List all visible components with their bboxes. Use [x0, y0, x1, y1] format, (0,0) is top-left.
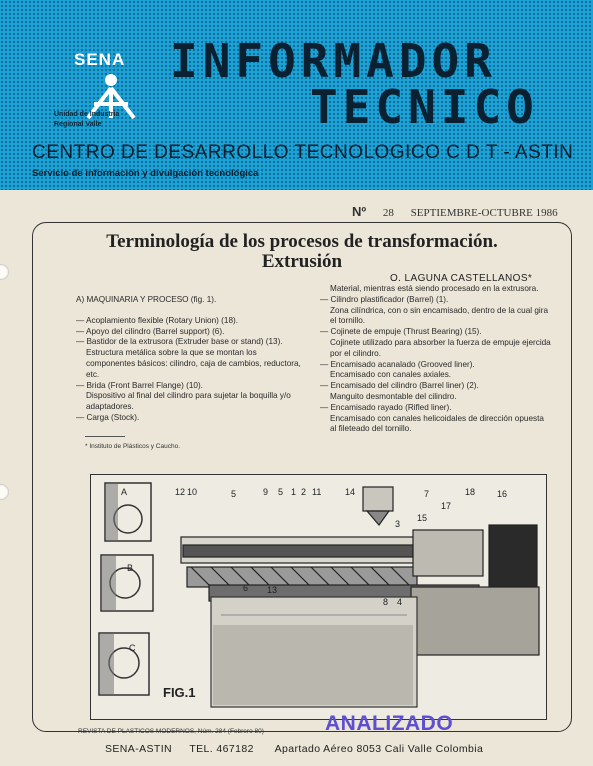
extruder-diagram	[91, 475, 546, 719]
term-item: — Apoyo del cilindro (Barrel support) (6).	[76, 326, 225, 336]
figure-number: 17	[441, 501, 452, 511]
figure-number: 14	[345, 487, 356, 497]
logo-subtitle: Unidad de Industria Regional Valle	[54, 111, 120, 128]
footer-address: Apartado Aéreo 8053 Cali Valle Colombia	[274, 743, 484, 755]
figure-number: 5	[278, 487, 284, 497]
right-column	[320, 284, 552, 435]
term-description: Estructura metálica sobre la que se montan los componentes básicos: cilindro, caja de cambios, reductora, etc.	[86, 348, 301, 379]
term-item: — Encamisado acanalado (Grooved liner).	[320, 359, 475, 369]
masthead-title-1: INFORMADOR	[170, 34, 497, 88]
section-heading: A) MAQUINARIA Y PROCESO (fig. 1).	[76, 295, 217, 304]
term-description: Material, mientras está siendo procesado en la extrusora.	[330, 284, 539, 293]
figure-number: 6	[243, 583, 249, 593]
figure-number: 12	[175, 487, 186, 497]
term-item: — Carga (Stock).	[76, 412, 140, 422]
analizado-stamp: ANALIZADO	[325, 712, 454, 735]
footer	[105, 743, 483, 755]
extruder-figure	[90, 474, 547, 720]
servicio-subheading: Servicio de información y divulgación tecnológica	[32, 168, 259, 179]
footer-tel: TEL. 467182	[189, 743, 254, 755]
term-item: — Brida (Front Barrel Flange) (10).	[76, 380, 203, 390]
footnote: * Instituto de Plásticos y Caucho.	[85, 443, 181, 450]
issue-year: 1986	[535, 207, 558, 219]
issue-info	[352, 204, 558, 219]
term-item: — Acoplamiento flexible (Rotary Union) (18).	[76, 315, 238, 325]
figure-number: 13	[267, 585, 278, 595]
issue-date: SEPTIEMBRE-OCTUBRE	[410, 207, 533, 219]
figure-number: 5	[231, 489, 237, 499]
punch-hole	[0, 264, 9, 280]
centro-heading: CENTRO DE DESARROLLO TECNOLOGICO C D T - ASTIN	[32, 142, 574, 163]
left-column	[76, 295, 306, 424]
figure-number: 4	[397, 597, 403, 607]
article-author: O. LAGUNA CASTELLANOS*	[390, 273, 533, 284]
header-banner	[0, 0, 593, 190]
term-description: Encamisado con canales axiales.	[330, 370, 452, 380]
figure-number: 3	[395, 519, 401, 529]
term-description: Dispositivo al final del cilindro para sujetar la boquilla y/o adaptadores.	[86, 391, 291, 412]
footer-org: SENA-ASTIN	[105, 743, 173, 755]
figure-number: 8	[383, 597, 389, 607]
issue-number: 28	[382, 207, 394, 219]
source-caption: REVISTA DE PLASTICOS MODERNOS, Núm. 284 (Febrero 80)	[78, 728, 264, 735]
term-description: Cojinete utilizado para absorber la fuerza de empuje ejercida por el cilindro.	[330, 337, 551, 358]
figure-number: 7	[424, 489, 430, 499]
term-item: — Encamisado rayado (Rifled liner).	[320, 402, 452, 412]
figure-number: 18	[465, 487, 476, 497]
term-item: — Cilindro plastificador (Barrel) (1).	[320, 294, 449, 304]
issue-no-label: Nº	[352, 204, 367, 219]
footnote-rule	[85, 436, 125, 437]
figure-number: 16	[497, 489, 508, 499]
figure-number: 10	[187, 487, 198, 497]
figure-number: 11	[312, 487, 322, 497]
figure-number: 15	[417, 513, 428, 523]
term-description: Manguito desmontable del cilindro.	[330, 391, 457, 401]
term-item: — Cojinete de empuje (Thrust Bearing) (15).	[320, 327, 482, 337]
logo-text: SENA	[74, 50, 126, 69]
masthead-title-2: TECNICO	[310, 80, 539, 134]
term-item: — Encamisado del cilindro (Barrel liner) (2).	[320, 381, 479, 391]
figure-letter: B	[127, 563, 134, 573]
figure-number: 2	[301, 487, 307, 497]
term-item: — Bastidor de la extrusora (Extruder base or stand) (13).	[76, 337, 283, 347]
figure-number: 1	[291, 487, 297, 497]
figure-letter: C	[129, 643, 136, 653]
punch-hole	[0, 484, 9, 500]
term-description: Encamisado con canales helicoidales de dirección opuesta al fileteado del tornillo.	[330, 413, 544, 434]
figure-letter: A	[121, 487, 128, 497]
article-title: Terminología de los procesos de transformación. Extrusión	[106, 231, 498, 272]
term-description: Zona cilíndrica, con o sin encamisado, dentro de la cual gira el tornillo.	[330, 305, 549, 326]
figure-number: 9	[263, 487, 269, 497]
figure-caption: FIG.1	[163, 685, 196, 700]
